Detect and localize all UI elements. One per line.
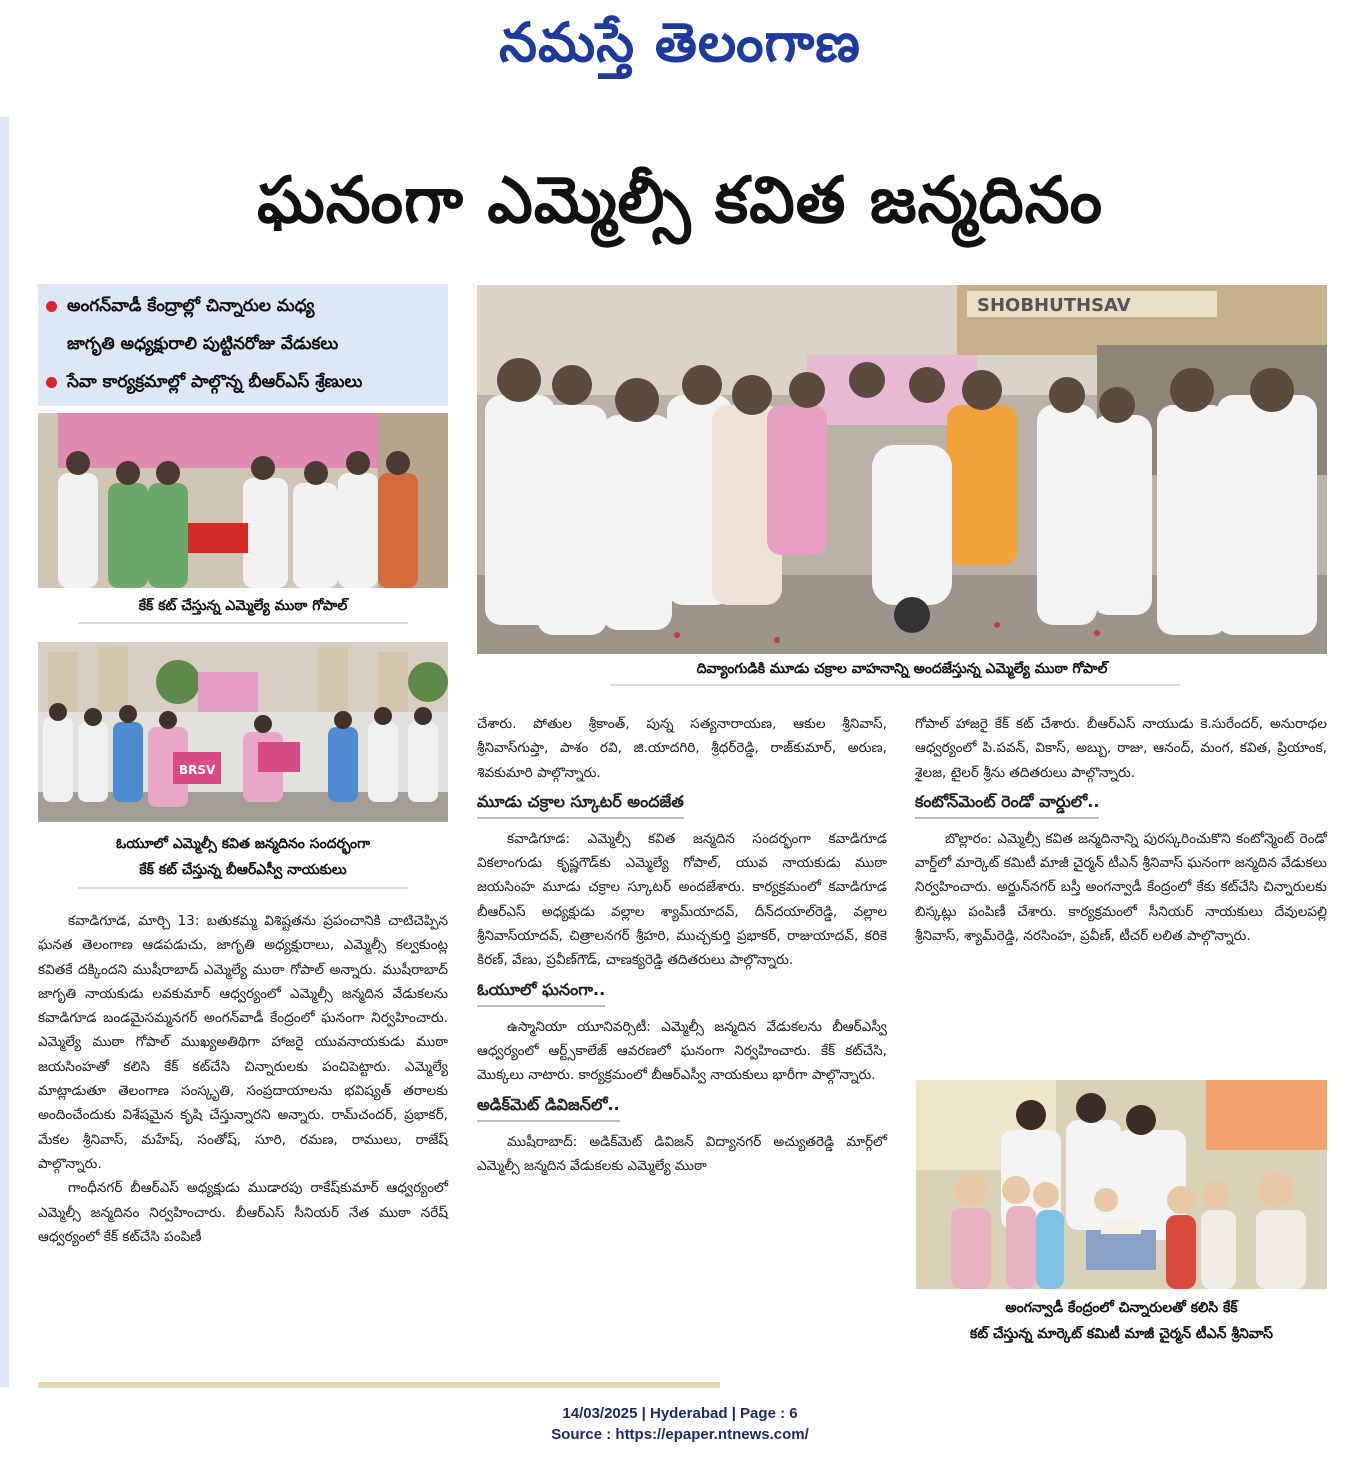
subheading: ఓయూలో ఘనంగా.. xyxy=(477,979,605,1007)
page-edge-bar xyxy=(0,117,9,1387)
caption-rule xyxy=(78,622,408,624)
article-column-1 xyxy=(38,909,448,1249)
highlights-box xyxy=(38,284,448,406)
subheading: అడిక్‌మెట్ డివిజన్‌లో.. xyxy=(477,1094,620,1122)
bullet-dot-icon xyxy=(46,301,57,312)
brsv-banner-text: BRSV xyxy=(179,763,216,777)
left-photo-ou-caption-1: ఓయూలో ఎమ్మెల్సీ కవిత జన్మదినం సందర్భంగా xyxy=(115,836,371,852)
highlight-item: జాగృతి అధ్యక్షురాలి పుట్టినరోజు వేడుకలు xyxy=(67,334,339,354)
main-photo xyxy=(477,285,1327,654)
right-photo-anganwadi xyxy=(916,1080,1327,1289)
bullet-dot-icon xyxy=(46,377,57,388)
paragraph: ముషీరాబాద్: అడిక్‌మెట్ డివిజన్ విద్యానగర్ అచ్యుతరెడ్డి మార్గ్‌లో ఎమ్మెల్సీ జన్మదిన వేడుకలకు ఎమ్మెల్యే ముఠా xyxy=(477,1133,887,1174)
article-column-2 xyxy=(477,712,887,1178)
page-footer xyxy=(0,1403,1360,1445)
article-column-3 xyxy=(915,712,1327,948)
right-photo-caption-1: అంగన్వాడీ కేంద్రంలో చిన్నారులతో కలిసి కేక్ xyxy=(1005,1300,1238,1316)
footer-source-line: Source : https://epaper.ntnews.com/ xyxy=(551,1426,809,1443)
paragraph: కవాడిగూడ, మార్చి 13: బతుకమ్మ విశిష్టతను ప్రపంచానికి చాటిచెప్పిన ఘనత తెలంగాణ ఆడపడుచు, జాగృతి అధ్యక్షురాలు, ఎమ్మెల్సీ కల్వకుంట్ల కవితకే దక్కిందని ముషీరాబాద్ ఎమ్మెల్యే ముఠా గోపాల్ అన్నారు. ముషీరాబాద్ జాగృతి నాయకుడు లవకుమార్ ఆధ్వర్యంలో ఎమ్మెల్సీ జన్మదిన వేడుకలను కవాడిగూడ బండమైసమ్మనగర్ అంగన్‌వాడీ కేంద్రంలో ఘనంగా నిర్వహించారు. ఎమ్మెల్యే ముఠా గోపాల్ ముఖ్యఅతిథిగా హాజరై యువనాయకుడు ముఠా జయసింహతో కలిసి కేక్ కట్‌చేసి చిన్నారులకు పంచిపెట్టారు. ఎమ్మెల్యే మాట్లాడుతూ తెలంగాణ సంస్కృతి, సంప్రదాయాలను భవిష్యత్ తరాలకు అందించేందుకు విశేషమైన కృషి చేస్తున్నారని అన్నారు. రామ్‌చందర్, ప్రభాకర్, మేకల శ్రీనివాస్, మహేష్, సంతోష్, సూరి, రమణ, రాములు, రాజేష్ పాల్గొన్నారు. xyxy=(38,913,448,1172)
paragraph: చేశారు. పోతుల శ్రీకాంత్, పున్న సత్యనారాయణ, ఆకుల శ్రీనివాస్, శ్రీనివాస్‌గుప్తా, పాశం రవి, జి.యాదగిరి, శ్రీధర్‌రెడ్డి, రాజ్‌కుమార్, అరుణ, శివకుమారి పాల్గొన్నారు. xyxy=(477,716,887,781)
paragraph: బొల్లారం: ఎమ్మెల్సీ కవిత జన్మదినాన్ని పురస్కరించుకొని కంటోన్మెంట్ రెండో వార్డ్‌లో మార్కెట్ కమిటీ మాజీ చైర్మన్ టీఎన్ శ్రీనివాస్ ఘనంగా జన్మదిన వేడుకలు నిర్వహించారు. అర్జున్‌నగర్ బస్తీ అంగన్వాడీ కేంద్రంలో కేకు కట్‌చేసి చిన్నారులకు బిస్కట్లు పంపిణీ చేశారు. కార్యక్రమంలో సీనియర్ నాయకులు దేవులపల్లి శ్రీనివాస్, శ్యామ్‌రెడ్డి, నరసింహ, ప్రవీణ్, టీచర్ లలిత పాల్గొన్నారు. xyxy=(915,830,1327,945)
main-photo-caption: దివ్యాంగుడికి మూడు చక్రాల వాహనాన్ని అందజేస్తున్న ఎమ్మెల్యే ముఠా గోపాల్ xyxy=(696,661,1108,677)
caption-rule xyxy=(78,887,408,889)
highlight-item: అంగన్‌వాడీ కేంద్రాల్లో చిన్నారుల మధ్య xyxy=(46,294,314,318)
highlight-item: సేవా కార్యక్రమాల్లో పాల్గొన్న బీఆర్‌ఎస్ శ్రేణులు xyxy=(46,370,362,394)
shop-sign-text: SHOBHUTHSAV xyxy=(977,295,1131,316)
left-photo-ou-caption-2: కేక్ కట్ చేస్తున్న బీఆర్‌ఎస్వీ నాయకులు xyxy=(139,862,347,878)
footer-date-line: 14/03/2025 | Hyderabad | Page : 6 xyxy=(562,1405,798,1422)
bottom-image-strip xyxy=(38,1382,720,1388)
right-photo-caption-2: కట్ చేస్తున్న మార్కెట్ కమిటీ మాజీ చైర్మన్ టీఎన్ శ్రీనివాస్ xyxy=(970,1326,1273,1342)
left-photo-ou xyxy=(38,642,448,822)
paragraph: గాంధీనగర్ బీఆర్‌ఎస్ అధ్యక్షుడు ముడారపు రాకేష్‌కుమార్ ఆధ్వర్యంలో ఎమ్మెల్సీ జన్మదినం నిర్వహించారు. బీఆర్‌ఎస్ సీనియర్ నేత ముఠా నరేష్ ఆధ్వర్యంలో కేక్ కట్‌చేసి పంపిణీ xyxy=(38,1180,448,1245)
subheading: కంటోన్‌మెంట్ రెండో వార్డులో.. xyxy=(915,791,1099,819)
left-photo-cake xyxy=(38,413,448,588)
paragraph: ఉస్మానియా యూనివర్సిటీ: ఎమ్మెల్సీ జన్మదిన వేడుకలను బీఆర్‌ఎస్వీ ఆధ్వర్యంలో ఆర్ట్స్‌కాలేజ్ ఆవరణలో ఘనంగా నిర్వహించారు. కేక్ కట్‌చేసి, మొక్కలు నాటారు. కార్యక్రమంలో బీఆర్‌ఎస్వీ నాయకులు భారీగా పాల్గొన్నారు. xyxy=(477,1018,887,1084)
left-photo-cake-caption: కేక్ కట్ చేస్తున్న ఎమ్మెల్యే ముఠా గోపాల్ xyxy=(138,598,348,614)
paragraph: కవాడిగూడ: ఎమ్మెల్సీ కవిత జన్మదిన సందర్భంగా కవాడిగూడ వికలాంగుడు కృష్ణగౌడ్‌కు ఎమ్మెల్యే గోపాల్, యువ నాయకుడు ముఠా జయసింహ మూడు చక్రాల స్కూటర్ అందజేశారు. కార్యక్రమంలో కవాడిగూడ బీఆర్‌ఎస్ అధ్యక్షుడు వల్లాల శ్యామ్‌యాదవ్, దీన్‌దయాల్‌రెడ్డి, వల్లాల శ్రీనివాస్‌యాదవ్, చిత్రాలనగర్ శ్రీహరి, ముచ్చకుర్తి ప్రభాకర్, రాజుయాదవ్, కరికె కిరణ్, వేణు, ప్రవీణ్‌గౌడ్, చాణక్యరెడ్డి తదితరులు పాల్గొన్నారు. xyxy=(477,830,887,969)
masthead-title: నమస్తే తెలంగాణ xyxy=(499,10,861,74)
paragraph: గోపాల్ హాజరై కేక్ కట్ చేశారు. బీఆర్‌ఎస్ నాయుడు కె.సురేందర్, అనురాధల ఆధ్వర్యంలో పి.పవన్, వికాస్, అబ్బు, రాజు, ఆనంద్, మంగ, కవిత, ప్రియాంక, శైలజ, టైలర్ శ్రీను తదితరులు పాల్గొన్నారు. xyxy=(915,716,1327,781)
subheading: మూడు చక్రాల స్కూటర్ అందజేత xyxy=(477,791,684,819)
article-headline: ఘనంగా ఎమ్మెల్సీ కవిత జన్మదినం xyxy=(256,164,1104,238)
caption-rule xyxy=(610,684,1180,686)
